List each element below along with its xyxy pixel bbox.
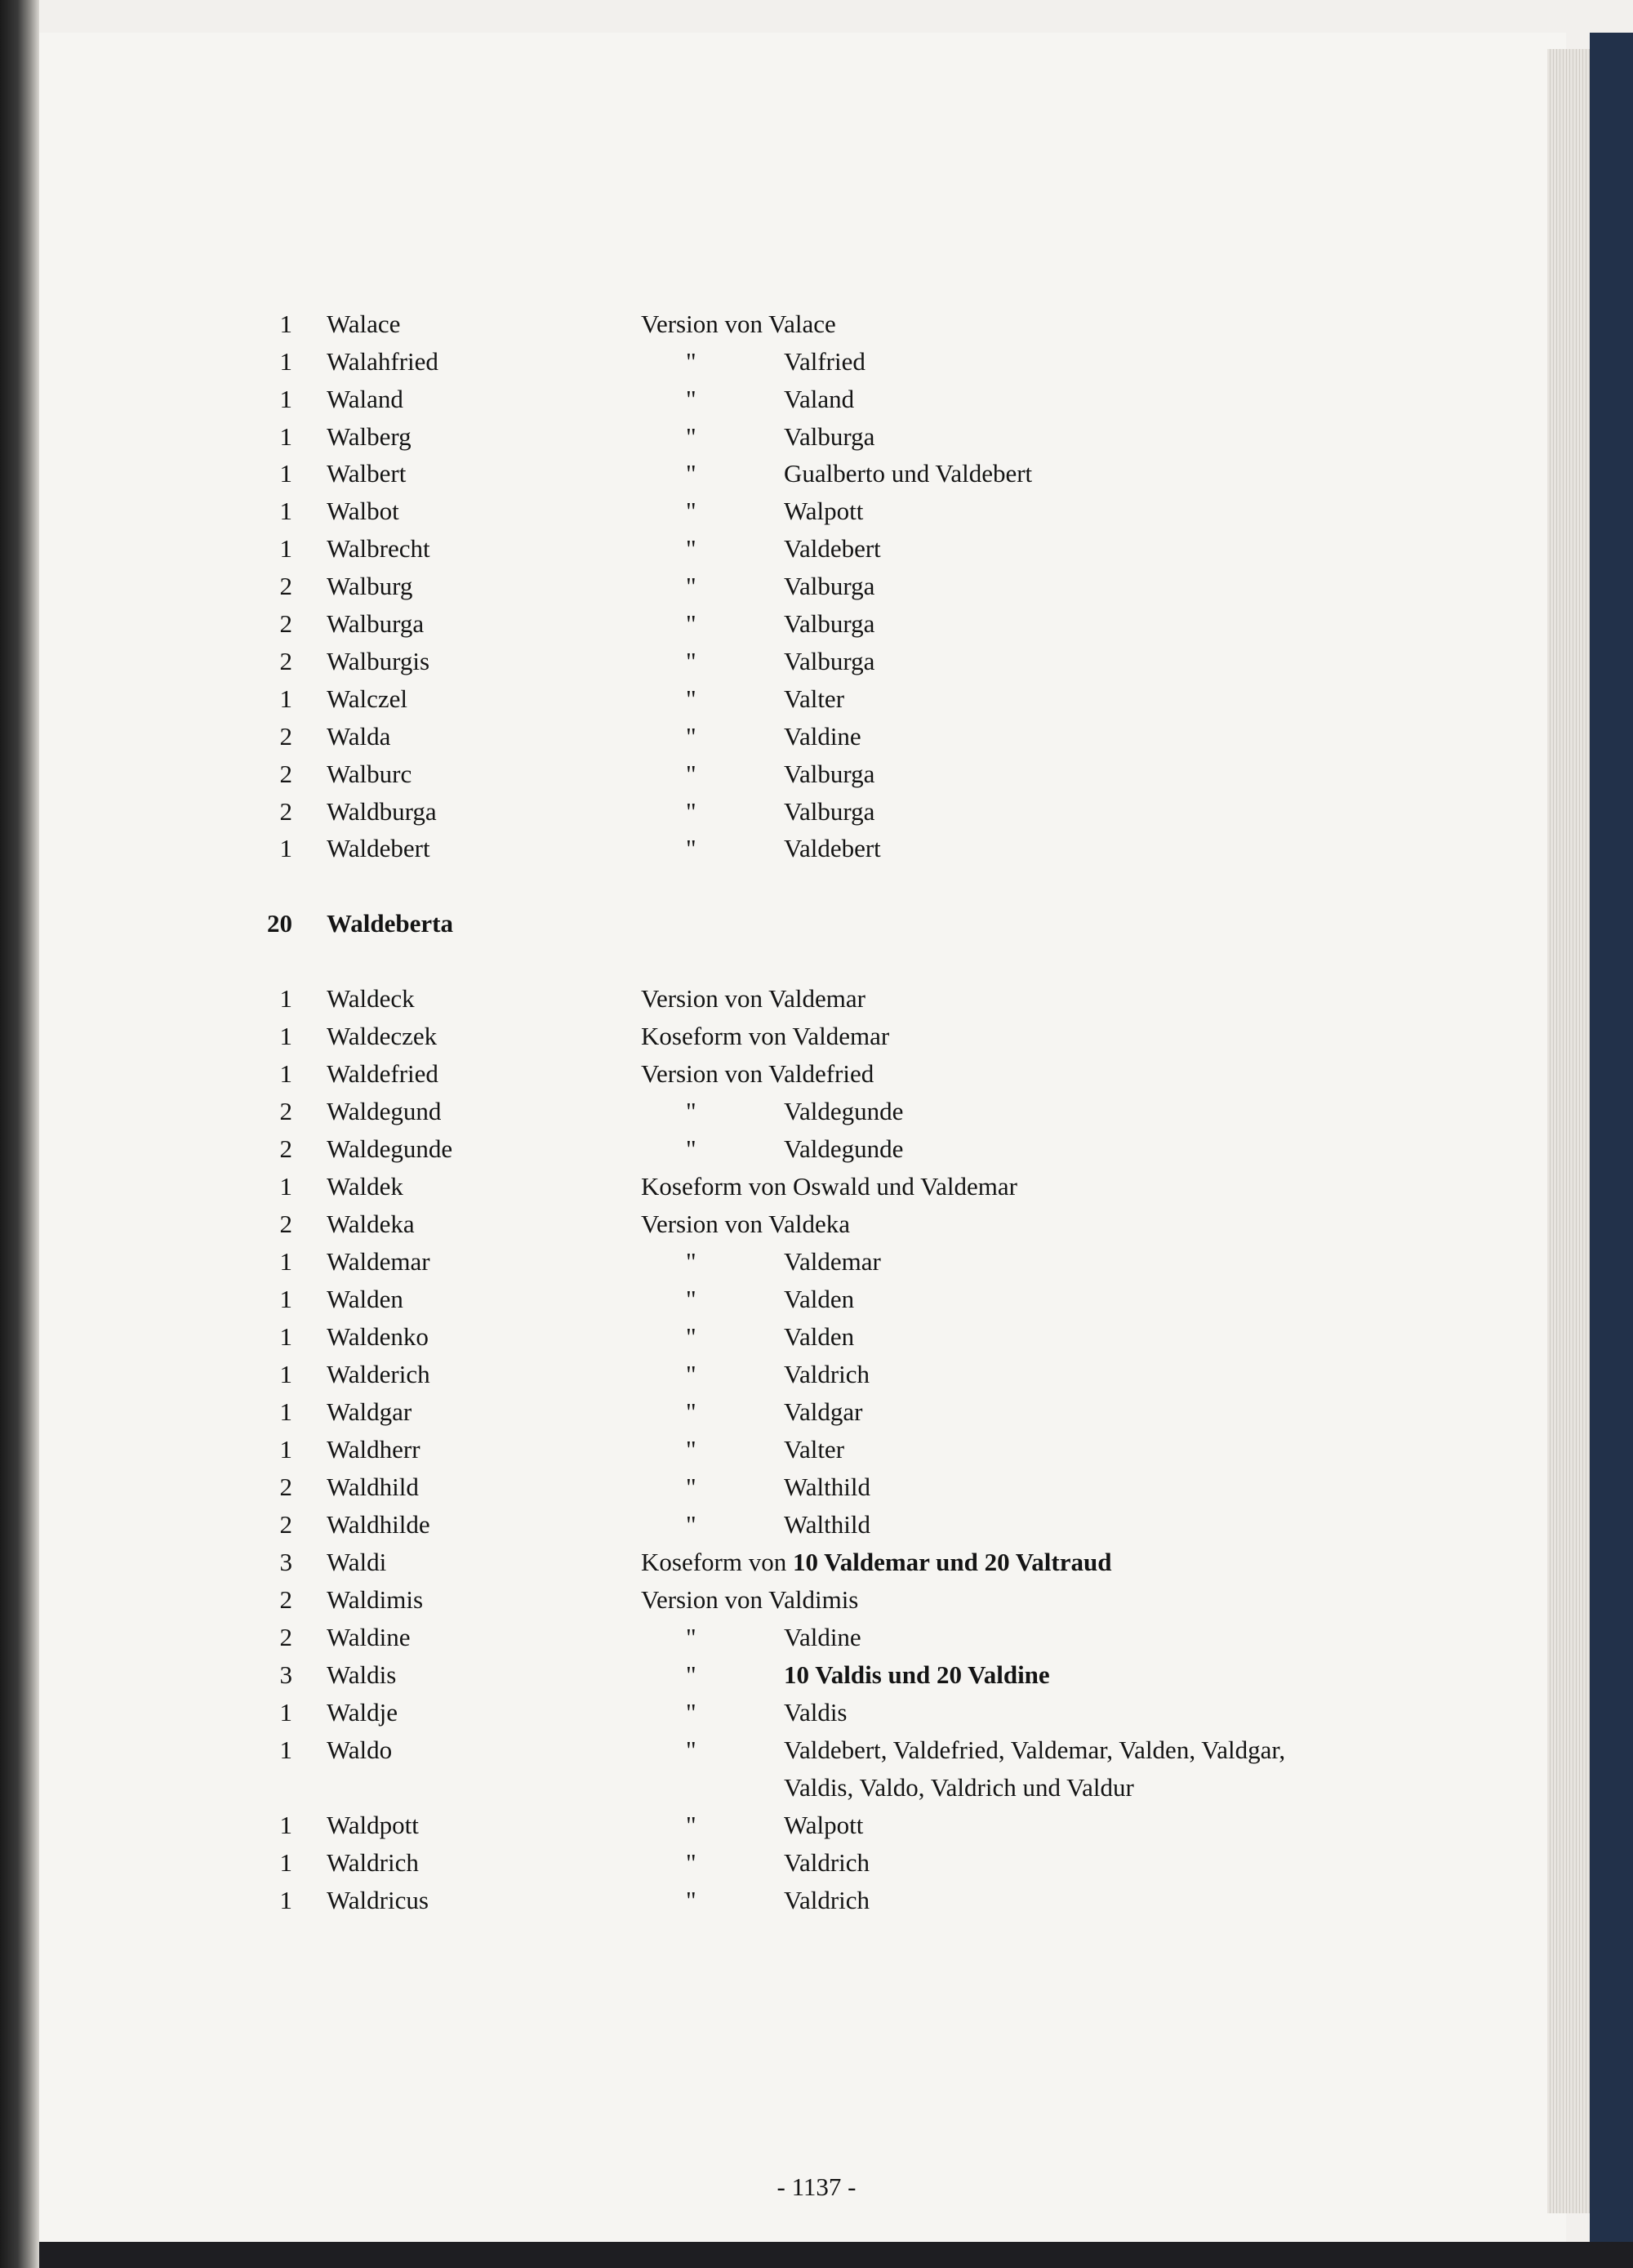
entry-target: Valburga: [784, 609, 875, 638]
ditto-mark: ": [686, 834, 696, 862]
entry-name: Waldrich: [327, 1848, 419, 1877]
entry-target: Valburga: [784, 647, 875, 675]
ditto-mark: ": [686, 1322, 696, 1351]
list-item: [0, 1506, 1633, 1544]
entry-count: 2: [279, 609, 292, 638]
list-item: [0, 1393, 1633, 1431]
entry-name: Waldegunde: [327, 1134, 453, 1163]
entry-count: 3: [279, 1660, 292, 1689]
list-item: [0, 1468, 1633, 1506]
list-item: [0, 1544, 1633, 1581]
entry-target: Valdis, Valdo, Valdrich und Valdur: [784, 1773, 1134, 1802]
entry-count: 2: [279, 1210, 292, 1238]
entry-count: 1: [279, 459, 292, 488]
entry-count: 1: [279, 1435, 292, 1464]
entry-count: 1: [279, 1397, 292, 1426]
entry-target: Valden: [784, 1322, 855, 1351]
entry-name: Waldhilde: [327, 1510, 430, 1539]
list-item: [0, 381, 1633, 418]
entry-count: 2: [279, 797, 292, 826]
entry-count: 1: [279, 1247, 292, 1276]
entry-name: Waldis: [327, 1660, 397, 1689]
entry-description: Version von Valdemar: [641, 984, 865, 1013]
list-item: [0, 1055, 1633, 1093]
ditto-mark: ": [686, 1134, 696, 1163]
entry-count: 1: [279, 534, 292, 563]
entry-description-bold: 10 Valdemar und 20 Valtraud: [792, 1548, 1112, 1576]
entry-target: Valdebert, Valdefried, Valdemar, Valden, Valdgar,: [784, 1736, 1286, 1764]
list-item: [0, 718, 1633, 755]
entry-name: Walbrecht: [327, 534, 430, 563]
entry-count: 1: [279, 385, 292, 413]
list-item: [0, 680, 1633, 718]
entry-name: Waldgar: [327, 1397, 412, 1426]
list-item: [0, 1581, 1633, 1619]
entry-target: Valdis: [784, 1698, 848, 1727]
entry-description: [641, 1544, 1111, 1581]
entry-name: Walda: [327, 722, 391, 751]
list-item: [0, 305, 1633, 343]
list-item: [0, 830, 1633, 867]
list-item: [0, 905, 1633, 942]
entry-name: Waldpott: [327, 1811, 419, 1839]
ditto-mark: ": [686, 1698, 696, 1727]
list-item: [0, 455, 1633, 492]
entry-name: Walahfried: [327, 347, 438, 376]
list-item: [0, 1731, 1633, 1769]
entry-target: Valter: [784, 1435, 845, 1464]
entry-target: Walpott: [784, 497, 864, 525]
entry-name: Walbert: [327, 459, 407, 488]
entry-name: Walberg: [327, 422, 412, 451]
entry-count: 2: [279, 1473, 292, 1501]
entry-target: Valburga: [784, 572, 875, 600]
entry-target: Valdebert: [784, 834, 881, 862]
list-item: [0, 1844, 1633, 1882]
entry-count: 1: [279, 684, 292, 713]
entry-name: Walburga: [327, 609, 425, 638]
entry-name: Waldefried: [327, 1059, 438, 1088]
entry-count: 2: [279, 1585, 292, 1614]
entry-name: Waldeczek: [327, 1022, 438, 1050]
ditto-mark: ": [686, 1848, 696, 1877]
entry-name: Waldenko: [327, 1322, 429, 1351]
entry-name: Waldeck: [327, 984, 415, 1013]
list-item: [0, 1431, 1633, 1468]
ditto-mark: ": [686, 1097, 696, 1125]
list-item: [0, 1281, 1633, 1318]
ditto-mark: ": [686, 1811, 696, 1839]
entry-description-prefix: Koseform von: [641, 1548, 793, 1576]
entry-name: Waldeka: [327, 1210, 415, 1238]
ditto-mark: ": [686, 572, 696, 600]
entry-name: Walburg: [327, 572, 413, 600]
list-item: [0, 568, 1633, 605]
list-item: [0, 605, 1633, 643]
entry-count: 20: [267, 909, 292, 938]
ditto-mark: ": [686, 1247, 696, 1276]
entry-name: Waldricus: [327, 1886, 429, 1914]
entry-description: Version von Valdimis: [641, 1585, 859, 1614]
list-item: [0, 1243, 1633, 1281]
entry-count: 1: [279, 1322, 292, 1351]
entry-name: Waldo: [327, 1736, 393, 1764]
entry-target: Valdegunde: [784, 1134, 904, 1163]
list-item: [0, 492, 1633, 530]
entry-count: 1: [279, 497, 292, 525]
page-number: - 1137 -: [776, 2172, 857, 2201]
list-item: [0, 643, 1633, 680]
entry-target: Valburga: [784, 422, 875, 451]
entry-description: Version von Valdefried: [641, 1059, 874, 1088]
ditto-mark: ": [686, 1397, 696, 1426]
ditto-mark: ": [686, 1510, 696, 1539]
ditto-mark: ": [686, 1285, 696, 1313]
ditto-mark: ": [686, 459, 696, 488]
entry-name: Walderich: [327, 1360, 430, 1388]
ditto-mark: ": [686, 1473, 696, 1501]
entry-name: Walace: [327, 310, 401, 338]
entry-name: Waldemar: [327, 1247, 430, 1276]
entry-name: Waldburga: [327, 797, 437, 826]
list-item: [0, 1093, 1633, 1130]
list-item: [0, 1694, 1633, 1731]
entry-name: Walburc: [327, 760, 412, 788]
list-item: [0, 1656, 1633, 1694]
entry-target: Valdgar: [784, 1397, 863, 1426]
entry-count: 1: [279, 834, 292, 862]
ditto-mark: ": [686, 497, 696, 525]
entry-target: Valdrich: [784, 1360, 870, 1388]
list-item: [0, 1168, 1633, 1205]
entry-count: 2: [279, 1097, 292, 1125]
list-item: [0, 1356, 1633, 1393]
entry-count: 1: [279, 422, 292, 451]
entry-name: Waldegund: [327, 1097, 442, 1125]
entry-count: 2: [279, 647, 292, 675]
entry-count: 1: [279, 1698, 292, 1727]
entry-target: Valand: [784, 385, 855, 413]
ditto-mark: ": [686, 385, 696, 413]
list-item: [0, 1130, 1633, 1168]
ditto-mark: ": [686, 347, 696, 376]
ditto-mark: ": [686, 1886, 696, 1914]
entry-name: Waldhild: [327, 1473, 419, 1501]
entry-target: Walpott: [784, 1811, 864, 1839]
entry-count: 2: [279, 1134, 292, 1163]
entry-name: Waldine: [327, 1623, 411, 1651]
list-item: [0, 755, 1633, 793]
entry-count: 1: [279, 1285, 292, 1313]
list-item: [0, 1205, 1633, 1243]
entry-name: Waland: [327, 385, 403, 413]
list-item: [0, 530, 1633, 568]
ditto-mark: ": [686, 1736, 696, 1764]
ditto-mark: ": [686, 722, 696, 751]
entry-name: Walden: [327, 1285, 403, 1313]
entry-name: Waldek: [327, 1172, 403, 1201]
entry-target: 10 Valdis und 20 Valdine: [784, 1660, 1050, 1689]
list-item: [0, 1018, 1633, 1055]
list-item: [0, 1318, 1633, 1356]
entry-count: 1: [279, 1360, 292, 1388]
entry-count: 2: [279, 572, 292, 600]
entry-target: Gualberto und Valdebert: [784, 459, 1033, 488]
list-item: [0, 793, 1633, 831]
entry-count: 1: [279, 310, 292, 338]
entry-count: 1: [279, 1886, 292, 1914]
entry-target: Valdine: [784, 1623, 861, 1651]
ditto-mark: ": [686, 1660, 696, 1689]
entry-name: Walburgis: [327, 647, 430, 675]
entry-count: 1: [279, 1059, 292, 1088]
entry-target: Valter: [784, 684, 845, 713]
entry-count: 2: [279, 1623, 292, 1651]
entry-count: 2: [279, 722, 292, 751]
entry-target: Walthild: [784, 1510, 870, 1539]
entry-target: Valburga: [784, 760, 875, 788]
entry-target: Walthild: [784, 1473, 870, 1501]
entry-count: 3: [279, 1548, 292, 1576]
entry-count: 1: [279, 1736, 292, 1764]
list-item: [0, 1807, 1633, 1844]
entry-count: 1: [279, 984, 292, 1013]
entry-count: 2: [279, 760, 292, 788]
entry-target: Valdebert: [784, 534, 881, 563]
entry-name: Waldeberta: [327, 909, 453, 938]
ditto-mark: ": [686, 760, 696, 788]
ditto-mark: ": [686, 534, 696, 563]
entry-name: Waldebert: [327, 834, 430, 862]
list-item: [0, 1769, 1633, 1807]
ditto-mark: ": [686, 1623, 696, 1651]
entry-count: 1: [279, 1172, 292, 1201]
ditto-mark: ": [686, 609, 696, 638]
entry-description: Version von Valdeka: [641, 1210, 850, 1238]
entry-name: Waldimis: [327, 1585, 424, 1614]
entry-target: Valdegunde: [784, 1097, 904, 1125]
ditto-mark: ": [686, 1360, 696, 1388]
list-item: [0, 1882, 1633, 1919]
entry-count: 2: [279, 1510, 292, 1539]
entry-target: Valdine: [784, 722, 861, 751]
list-item: [0, 980, 1633, 1018]
entry-name: Walczel: [327, 684, 408, 713]
entry-name: Walbot: [327, 497, 399, 525]
ditto-mark: ": [686, 647, 696, 675]
ditto-mark: ": [686, 1435, 696, 1464]
entry-count: 1: [279, 1848, 292, 1877]
ditto-mark: ": [686, 797, 696, 826]
entry-target: Valfried: [784, 347, 865, 376]
entry-name: Waldi: [327, 1548, 387, 1576]
entry-target: Valdrich: [784, 1848, 870, 1877]
entry-description: Version von Valace: [641, 310, 836, 338]
ditto-mark: ": [686, 422, 696, 451]
list-item: [0, 1619, 1633, 1656]
entry-target: Valdemar: [784, 1247, 881, 1276]
entry-target: Valburga: [784, 797, 875, 826]
entry-count: 1: [279, 1022, 292, 1050]
entry-target: Valdrich: [784, 1886, 870, 1914]
entry-description: Koseform von Valdemar: [641, 1022, 890, 1050]
entry-description: Koseform von Oswald und Valdemar: [641, 1172, 1017, 1201]
ditto-mark: ": [686, 684, 696, 713]
list-item: [0, 418, 1633, 456]
entry-target: Valden: [784, 1285, 855, 1313]
list-item: [0, 343, 1633, 381]
entry-name: Waldje: [327, 1698, 398, 1727]
entry-count: 1: [279, 347, 292, 376]
entry-count: 1: [279, 1811, 292, 1839]
entry-name: Waldherr: [327, 1435, 420, 1464]
